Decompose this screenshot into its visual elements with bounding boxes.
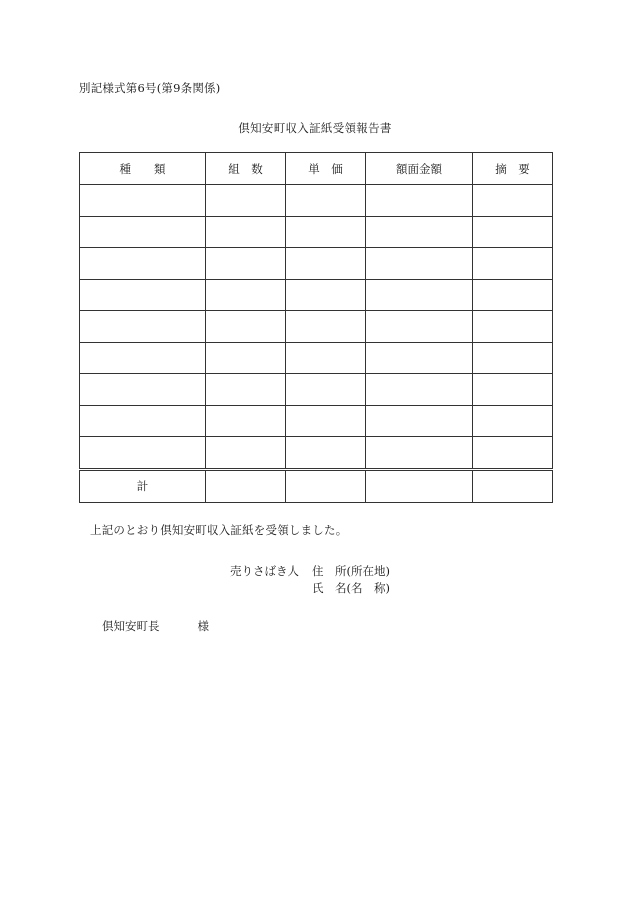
table-row xyxy=(80,374,553,406)
seller-address-label: 住 所(所在地) xyxy=(312,564,390,578)
table-row xyxy=(80,405,553,437)
addressee xyxy=(102,618,209,634)
seller-role-spacer xyxy=(230,580,312,597)
table-header-row xyxy=(80,153,553,185)
unit-price-cell xyxy=(286,437,366,470)
face-amount-cell xyxy=(366,185,473,217)
kind-cell xyxy=(80,374,206,406)
form-number: 別記様式第6号(第9条関係) xyxy=(79,81,221,95)
sets-cell xyxy=(206,311,286,343)
sets-cell xyxy=(206,342,286,374)
unit-price-cell xyxy=(286,279,366,311)
kind-cell xyxy=(80,279,206,311)
seller-block xyxy=(230,563,390,597)
addressee-honorific: 様 xyxy=(197,619,209,633)
remarks-cell xyxy=(473,185,553,217)
seller-name-label: 氏 名(名 称) xyxy=(312,581,390,595)
total-price-cell xyxy=(286,469,366,502)
kind-cell xyxy=(80,248,206,280)
addressee-name: 倶知安町長 xyxy=(102,619,160,633)
table-row xyxy=(80,279,553,311)
sets-cell xyxy=(206,185,286,217)
table-row xyxy=(80,311,553,343)
report-table xyxy=(79,152,553,503)
unit-price-cell xyxy=(286,311,366,343)
sets-cell xyxy=(206,374,286,406)
face-amount-cell xyxy=(366,374,473,406)
face-amount-cell xyxy=(366,248,473,280)
table-row xyxy=(80,342,553,374)
face-amount-cell xyxy=(366,342,473,374)
table-row xyxy=(80,248,553,280)
remarks-cell xyxy=(473,342,553,374)
kind-cell xyxy=(80,311,206,343)
face-amount-cell xyxy=(366,437,473,470)
kind-cell xyxy=(80,185,206,217)
remarks-cell xyxy=(473,311,553,343)
table-row xyxy=(80,216,553,248)
sets-cell xyxy=(206,437,286,470)
seller-role-label: 売りさばき人 xyxy=(230,564,299,578)
document-title: 倶知安町収入証紙受領報告書 xyxy=(238,121,392,135)
receipt-statement: 上記のとおり倶知安町収入証紙を受領しました。 xyxy=(90,523,348,537)
unit-price-cell xyxy=(286,216,366,248)
unit-price-cell xyxy=(286,185,366,217)
table-body xyxy=(80,185,553,503)
sets-cell xyxy=(206,279,286,311)
face-amount-cell xyxy=(366,311,473,343)
face-amount-cell xyxy=(366,405,473,437)
seller-name-row xyxy=(230,580,390,597)
table-row xyxy=(80,437,553,470)
unit-price-cell xyxy=(286,248,366,280)
kind-cell xyxy=(80,405,206,437)
total-row xyxy=(80,469,553,502)
remarks-cell xyxy=(473,405,553,437)
total-label: 計 xyxy=(80,469,206,502)
kind-cell xyxy=(80,216,206,248)
unit-price-cell xyxy=(286,374,366,406)
column-header-kind: 種 類 xyxy=(80,153,206,185)
seller-address-row xyxy=(230,563,390,580)
column-header-face-amount: 額面金額 xyxy=(366,153,473,185)
sets-cell xyxy=(206,216,286,248)
column-header-sets: 組 数 xyxy=(206,153,286,185)
remarks-cell xyxy=(473,216,553,248)
remarks-cell xyxy=(473,248,553,280)
table-row xyxy=(80,185,553,217)
kind-cell xyxy=(80,437,206,470)
unit-price-cell xyxy=(286,405,366,437)
total-remarks-cell xyxy=(473,469,553,502)
face-amount-cell xyxy=(366,216,473,248)
remarks-cell xyxy=(473,279,553,311)
total-amount-cell xyxy=(366,469,473,502)
unit-price-cell xyxy=(286,342,366,374)
total-sets-cell xyxy=(206,469,286,502)
kind-cell xyxy=(80,342,206,374)
column-header-unit-price: 単 価 xyxy=(286,153,366,185)
sets-cell xyxy=(206,248,286,280)
column-header-remarks: 摘 要 xyxy=(473,153,553,185)
remarks-cell xyxy=(473,437,553,470)
sets-cell xyxy=(206,405,286,437)
remarks-cell xyxy=(473,374,553,406)
face-amount-cell xyxy=(366,279,473,311)
